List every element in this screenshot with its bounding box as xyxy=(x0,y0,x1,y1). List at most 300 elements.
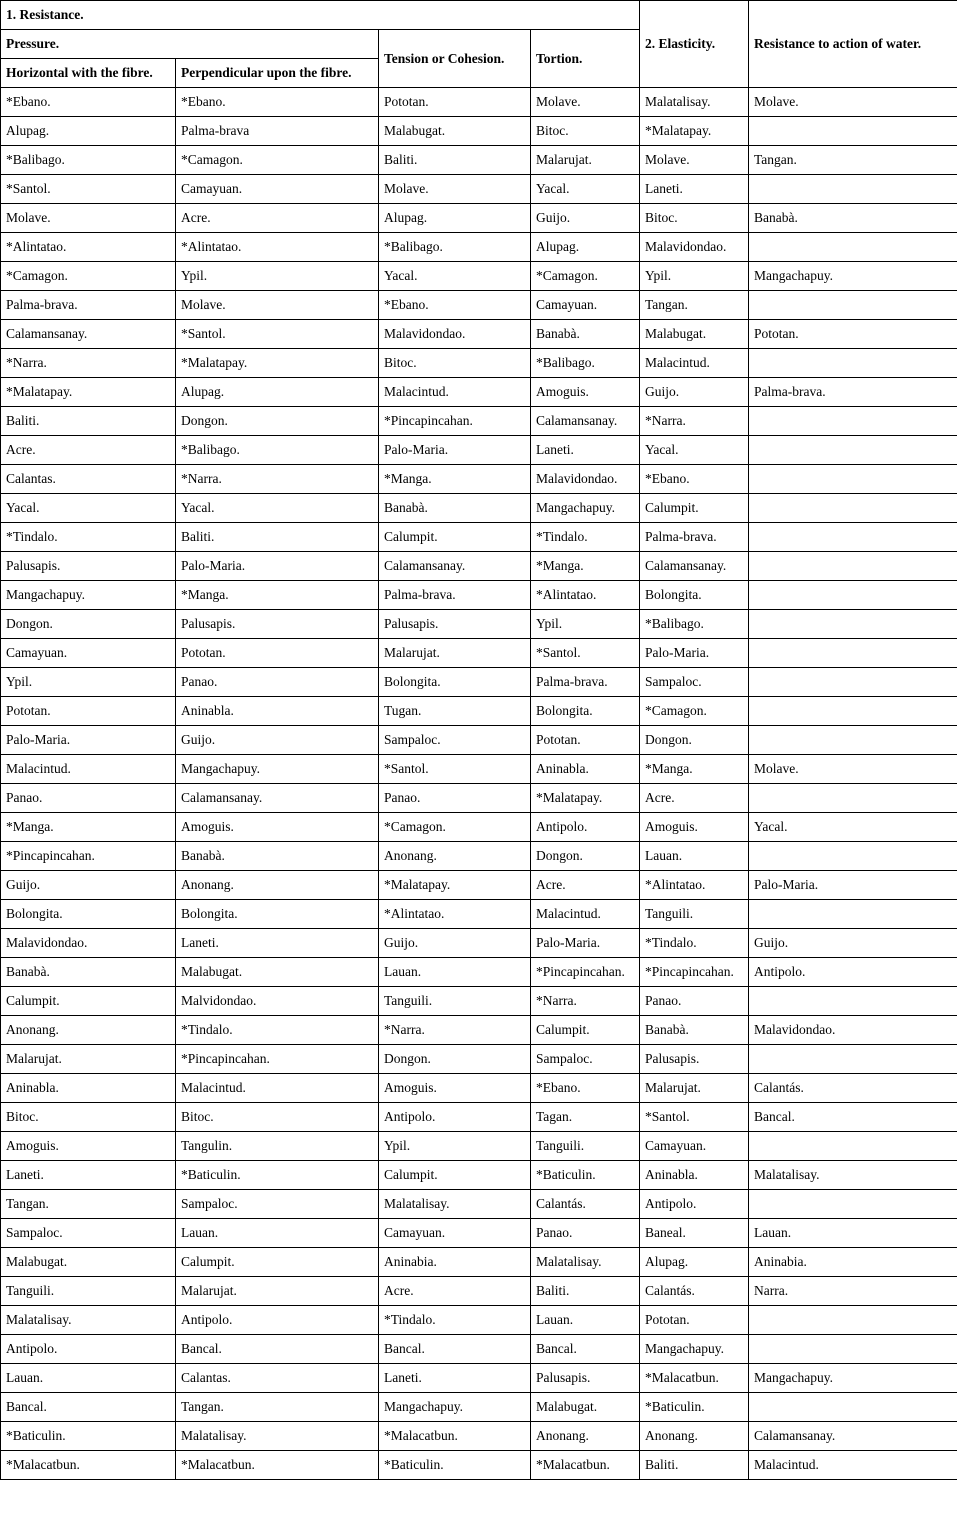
table-row xyxy=(1,436,957,465)
cell-perpendicular: Ypil. xyxy=(176,262,379,291)
cell-water: Banabà. xyxy=(749,204,957,233)
table-row xyxy=(1,523,957,552)
cell-horizontal: Bolongita. xyxy=(1,900,176,929)
cell-tortion: Baliti. xyxy=(531,1277,640,1306)
cell-elasticity: *Narra. xyxy=(640,407,749,436)
cell-horizontal: *Santol. xyxy=(1,175,176,204)
table-row xyxy=(1,204,957,233)
cell-elasticity: Ypil. xyxy=(640,262,749,291)
cell-water xyxy=(749,610,957,639)
cell-elasticity: Mangachapuy. xyxy=(640,1335,749,1364)
cell-perpendicular: Acre. xyxy=(176,204,379,233)
cell-tortion: Mangachapuy. xyxy=(531,494,640,523)
table-row xyxy=(1,1248,957,1277)
cell-horizontal: Banabà. xyxy=(1,958,176,987)
cell-perpendicular: Laneti. xyxy=(176,929,379,958)
table-row xyxy=(1,1161,957,1190)
cell-elasticity: *Tindalo. xyxy=(640,929,749,958)
cell-water xyxy=(749,581,957,610)
table-row xyxy=(1,88,957,117)
cell-horizontal: Aninabla. xyxy=(1,1074,176,1103)
cell-perpendicular: Calamansanay. xyxy=(176,784,379,813)
cell-tortion: *Narra. xyxy=(531,987,640,1016)
cell-tension: Guijo. xyxy=(379,929,531,958)
cell-tension: Malabugat. xyxy=(379,117,531,146)
table-row xyxy=(1,1393,957,1422)
cell-water: Lauan. xyxy=(749,1219,957,1248)
cell-water: Malavidondao. xyxy=(749,1016,957,1045)
cell-tortion: Bancal. xyxy=(531,1335,640,1364)
cell-water xyxy=(749,523,957,552)
table-row xyxy=(1,581,957,610)
table-row xyxy=(1,378,957,407)
cell-horizontal: Antipolo. xyxy=(1,1335,176,1364)
cell-horizontal: Amoguis. xyxy=(1,1132,176,1161)
cell-elasticity: Calumpit. xyxy=(640,494,749,523)
cell-tortion: *Tindalo. xyxy=(531,523,640,552)
cell-perpendicular: Panao. xyxy=(176,668,379,697)
cell-horizontal: *Camagon. xyxy=(1,262,176,291)
cell-perpendicular: Malarujat. xyxy=(176,1277,379,1306)
cell-water: Pototan. xyxy=(749,320,957,349)
cell-perpendicular: Palusapis. xyxy=(176,610,379,639)
cell-tension: Bancal. xyxy=(379,1335,531,1364)
cell-horizontal: Dongon. xyxy=(1,610,176,639)
table-row xyxy=(1,1074,957,1103)
cell-tortion: Calamansanay. xyxy=(531,407,640,436)
cell-elasticity: Laneti. xyxy=(640,175,749,204)
table-row xyxy=(1,233,957,262)
cell-perpendicular: Dongon. xyxy=(176,407,379,436)
table-row xyxy=(1,987,957,1016)
cell-perpendicular: Calumpit. xyxy=(176,1248,379,1277)
cell-tension: Palma-brava. xyxy=(379,581,531,610)
cell-tension: Pototan. xyxy=(379,88,531,117)
cell-tension: Amoguis. xyxy=(379,1074,531,1103)
cell-water xyxy=(749,436,957,465)
cell-tortion: *Baticulin. xyxy=(531,1161,640,1190)
cell-water xyxy=(749,1132,957,1161)
cell-tortion: Palo-Maria. xyxy=(531,929,640,958)
header-pressure: Pressure. xyxy=(1,30,379,59)
cell-perpendicular: Alupag. xyxy=(176,378,379,407)
cell-tortion: *Santol. xyxy=(531,639,640,668)
cell-tension: Antipolo. xyxy=(379,1103,531,1132)
cell-tension: *Malacatbun. xyxy=(379,1422,531,1451)
cell-perpendicular: Molave. xyxy=(176,291,379,320)
table-row xyxy=(1,1335,957,1364)
cell-tortion: Bitoc. xyxy=(531,117,640,146)
header-perpendicular: Perpendicular upon the fibre. xyxy=(176,59,379,88)
cell-tension: Sampaloc. xyxy=(379,726,531,755)
cell-tortion: Lauan. xyxy=(531,1306,640,1335)
cell-horizontal: *Tindalo. xyxy=(1,523,176,552)
cell-horizontal: *Alintatao. xyxy=(1,233,176,262)
cell-elasticity: Tanguili. xyxy=(640,900,749,929)
cell-tortion: Guijo. xyxy=(531,204,640,233)
cell-tension: Calumpit. xyxy=(379,1161,531,1190)
cell-elasticity: Malabugat. xyxy=(640,320,749,349)
cell-perpendicular: Malvidondao. xyxy=(176,987,379,1016)
cell-perpendicular: *Camagon. xyxy=(176,146,379,175)
table-row xyxy=(1,1422,957,1451)
cell-perpendicular: Pototan. xyxy=(176,639,379,668)
cell-perpendicular: *Alintatao. xyxy=(176,233,379,262)
cell-perpendicular: Malabugat. xyxy=(176,958,379,987)
cell-tension: Molave. xyxy=(379,175,531,204)
cell-tortion: Calumpit. xyxy=(531,1016,640,1045)
cell-elasticity: Aninabla. xyxy=(640,1161,749,1190)
cell-water: Bancal. xyxy=(749,1103,957,1132)
cell-perpendicular: *Manga. xyxy=(176,581,379,610)
cell-elasticity: *Santol. xyxy=(640,1103,749,1132)
cell-tortion: Malarujat. xyxy=(531,146,640,175)
cell-elasticity: Anonang. xyxy=(640,1422,749,1451)
cell-elasticity: *Pincapincahan. xyxy=(640,958,749,987)
cell-tortion: Malacintud. xyxy=(531,900,640,929)
cell-perpendicular: Bitoc. xyxy=(176,1103,379,1132)
cell-water xyxy=(749,784,957,813)
cell-tortion: *Malatapay. xyxy=(531,784,640,813)
table-row xyxy=(1,1045,957,1074)
cell-tortion: Malatalisay. xyxy=(531,1248,640,1277)
cell-tension: Palusapis. xyxy=(379,610,531,639)
cell-water xyxy=(749,494,957,523)
cell-horizontal: Calumpit. xyxy=(1,987,176,1016)
cell-water xyxy=(749,291,957,320)
cell-tortion: Bolongita. xyxy=(531,697,640,726)
table-row xyxy=(1,1451,957,1480)
cell-elasticity: Antipolo. xyxy=(640,1190,749,1219)
cell-perpendicular: Baliti. xyxy=(176,523,379,552)
cell-horizontal: Guijo. xyxy=(1,871,176,900)
table-row xyxy=(1,1277,957,1306)
table-row xyxy=(1,146,957,175)
cell-tortion: Anonang. xyxy=(531,1422,640,1451)
cell-water xyxy=(749,552,957,581)
table-row xyxy=(1,1132,957,1161)
cell-horizontal: Baliti. xyxy=(1,407,176,436)
cell-water: Tangan. xyxy=(749,146,957,175)
cell-perpendicular: Tangulin. xyxy=(176,1132,379,1161)
cell-perpendicular: *Narra. xyxy=(176,465,379,494)
cell-perpendicular: Amoguis. xyxy=(176,813,379,842)
cell-tortion: Laneti. xyxy=(531,436,640,465)
header-elasticity: 2. Elasticity. xyxy=(640,1,749,88)
cell-elasticity: Bitoc. xyxy=(640,204,749,233)
cell-perpendicular: Palma-brava xyxy=(176,117,379,146)
table-header xyxy=(1,1,957,88)
cell-water xyxy=(749,1045,957,1074)
cell-elasticity: Malarujat. xyxy=(640,1074,749,1103)
table-row xyxy=(1,175,957,204)
cell-elasticity: Camayuan. xyxy=(640,1132,749,1161)
cell-elasticity: Malavidondao. xyxy=(640,233,749,262)
table-row xyxy=(1,726,957,755)
cell-elasticity: Calantás. xyxy=(640,1277,749,1306)
cell-water xyxy=(749,1335,957,1364)
cell-perpendicular: Anonang. xyxy=(176,871,379,900)
cell-tension: Calumpit. xyxy=(379,523,531,552)
cell-elasticity: Banabà. xyxy=(640,1016,749,1045)
cell-tension: *Balibago. xyxy=(379,233,531,262)
cell-water xyxy=(749,697,957,726)
table-row xyxy=(1,900,957,929)
cell-tension: Aninabia. xyxy=(379,1248,531,1277)
cell-tension: *Manga. xyxy=(379,465,531,494)
cell-horizontal: Molave. xyxy=(1,204,176,233)
cell-tension: Malarujat. xyxy=(379,639,531,668)
cell-tension: *Alintatao. xyxy=(379,900,531,929)
cell-horizontal: Palusapis. xyxy=(1,552,176,581)
cell-elasticity: *Baticulin. xyxy=(640,1393,749,1422)
cell-tortion: *Malacatbun. xyxy=(531,1451,640,1480)
cell-horizontal: Palo-Maria. xyxy=(1,726,176,755)
cell-elasticity: *Manga. xyxy=(640,755,749,784)
cell-elasticity: Palma-brava. xyxy=(640,523,749,552)
header-tension: Tension or Cohesion. xyxy=(379,30,531,88)
cell-elasticity: Tangan. xyxy=(640,291,749,320)
cell-tortion: Antipolo. xyxy=(531,813,640,842)
cell-horizontal: Palma-brava. xyxy=(1,291,176,320)
cell-horizontal: Malabugat. xyxy=(1,1248,176,1277)
cell-horizontal: Malacintud. xyxy=(1,755,176,784)
cell-tension: Malatalisay. xyxy=(379,1190,531,1219)
cell-water xyxy=(749,175,957,204)
cell-tension: Anonang. xyxy=(379,842,531,871)
cell-perpendicular: Mangachapuy. xyxy=(176,755,379,784)
cell-tension: Alupag. xyxy=(379,204,531,233)
cell-water: Calamansanay. xyxy=(749,1422,957,1451)
table-row xyxy=(1,291,957,320)
cell-elasticity: *Malatapay. xyxy=(640,117,749,146)
cell-tension: *Camagon. xyxy=(379,813,531,842)
cell-tortion: Dongon. xyxy=(531,842,640,871)
cell-elasticity: Pototan. xyxy=(640,1306,749,1335)
cell-elasticity: Dongon. xyxy=(640,726,749,755)
cell-elasticity: *Malacatbun. xyxy=(640,1364,749,1393)
cell-water: Mangachapuy. xyxy=(749,262,957,291)
cell-horizontal: *Baticulin. xyxy=(1,1422,176,1451)
table-row xyxy=(1,262,957,291)
table-row xyxy=(1,697,957,726)
cell-tortion: Malabugat. xyxy=(531,1393,640,1422)
cell-water xyxy=(749,1393,957,1422)
table-row xyxy=(1,871,957,900)
table-row xyxy=(1,639,957,668)
cell-water: Antipolo. xyxy=(749,958,957,987)
cell-tension: *Ebano. xyxy=(379,291,531,320)
cell-tortion: Pototan. xyxy=(531,726,640,755)
cell-tortion: Banabà. xyxy=(531,320,640,349)
cell-water xyxy=(749,233,957,262)
cell-water xyxy=(749,407,957,436)
table-row xyxy=(1,320,957,349)
table-row xyxy=(1,784,957,813)
table-row xyxy=(1,117,957,146)
cell-tortion: *Manga. xyxy=(531,552,640,581)
cell-water: Palo-Maria. xyxy=(749,871,957,900)
cell-tension: Camayuan. xyxy=(379,1219,531,1248)
cell-perpendicular: Sampaloc. xyxy=(176,1190,379,1219)
cell-elasticity: Malatalisay. xyxy=(640,88,749,117)
cell-horizontal: Calantas. xyxy=(1,465,176,494)
cell-tortion: Aninabla. xyxy=(531,755,640,784)
cell-tortion: Tanguili. xyxy=(531,1132,640,1161)
cell-tension: *Narra. xyxy=(379,1016,531,1045)
cell-water xyxy=(749,349,957,378)
cell-perpendicular: Camayuan. xyxy=(176,175,379,204)
table-row xyxy=(1,610,957,639)
cell-perpendicular: Guijo. xyxy=(176,726,379,755)
cell-horizontal: *Ebano. xyxy=(1,88,176,117)
cell-elasticity: Palusapis. xyxy=(640,1045,749,1074)
cell-water xyxy=(749,668,957,697)
cell-water xyxy=(749,842,957,871)
table-row xyxy=(1,1219,957,1248)
table-row xyxy=(1,813,957,842)
cell-perpendicular: *Balibago. xyxy=(176,436,379,465)
cell-water xyxy=(749,1190,957,1219)
cell-horizontal: *Malatapay. xyxy=(1,378,176,407)
cell-perpendicular: Bancal. xyxy=(176,1335,379,1364)
table-row xyxy=(1,494,957,523)
cell-horizontal: *Pincapincahan. xyxy=(1,842,176,871)
cell-tension: Bitoc. xyxy=(379,349,531,378)
table-row xyxy=(1,349,957,378)
cell-tortion: Calantás. xyxy=(531,1190,640,1219)
cell-tension: Calamansanay. xyxy=(379,552,531,581)
cell-perpendicular: *Malacatbun. xyxy=(176,1451,379,1480)
cell-tortion: Sampaloc. xyxy=(531,1045,640,1074)
cell-water xyxy=(749,639,957,668)
header-tortion: Tortion. xyxy=(531,30,640,88)
cell-elasticity: Lauan. xyxy=(640,842,749,871)
cell-water: Calantás. xyxy=(749,1074,957,1103)
table-row xyxy=(1,407,957,436)
cell-water: Molave. xyxy=(749,88,957,117)
cell-horizontal: *Balibago. xyxy=(1,146,176,175)
cell-horizontal: Yacal. xyxy=(1,494,176,523)
cell-tortion: Panao. xyxy=(531,1219,640,1248)
cell-horizontal: Bancal. xyxy=(1,1393,176,1422)
cell-horizontal: Malarujat. xyxy=(1,1045,176,1074)
cell-water: Narra. xyxy=(749,1277,957,1306)
cell-tension: Yacal. xyxy=(379,262,531,291)
cell-tortion: Tagan. xyxy=(531,1103,640,1132)
cell-tension: Malavidondao. xyxy=(379,320,531,349)
cell-tension: Tanguili. xyxy=(379,987,531,1016)
cell-perpendicular: Tangan. xyxy=(176,1393,379,1422)
cell-horizontal: *Narra. xyxy=(1,349,176,378)
cell-tortion: Palma-brava. xyxy=(531,668,640,697)
cell-tension: *Tindalo. xyxy=(379,1306,531,1335)
cell-perpendicular: *Santol. xyxy=(176,320,379,349)
header-water-resistance: Resistance to action of water. xyxy=(749,1,957,88)
cell-elasticity: Amoguis. xyxy=(640,813,749,842)
cell-perpendicular: Lauan. xyxy=(176,1219,379,1248)
cell-tension: *Pincapincahan. xyxy=(379,407,531,436)
cell-elasticity: *Alintatao. xyxy=(640,871,749,900)
cell-tension: Ypil. xyxy=(379,1132,531,1161)
cell-elasticity: Baneal. xyxy=(640,1219,749,1248)
cell-horizontal: Malavidondao. xyxy=(1,929,176,958)
table-row xyxy=(1,1016,957,1045)
cell-tension: Dongon. xyxy=(379,1045,531,1074)
cell-elasticity: Baliti. xyxy=(640,1451,749,1480)
table-row xyxy=(1,1190,957,1219)
cell-tension: Palo-Maria. xyxy=(379,436,531,465)
cell-tension: Baliti. xyxy=(379,146,531,175)
cell-elasticity: Bolongita. xyxy=(640,581,749,610)
table-row xyxy=(1,842,957,871)
cell-perpendicular: Yacal. xyxy=(176,494,379,523)
cell-tortion: *Camagon. xyxy=(531,262,640,291)
table-row xyxy=(1,755,957,784)
cell-tortion: Camayuan. xyxy=(531,291,640,320)
cell-elasticity: Molave. xyxy=(640,146,749,175)
cell-perpendicular: *Pincapincahan. xyxy=(176,1045,379,1074)
cell-tortion: Palusapis. xyxy=(531,1364,640,1393)
cell-horizontal: Pototan. xyxy=(1,697,176,726)
cell-water: Yacal. xyxy=(749,813,957,842)
cell-water xyxy=(749,465,957,494)
header-row-1 xyxy=(1,1,957,30)
cell-perpendicular: Malacintud. xyxy=(176,1074,379,1103)
cell-tortion: Amoguis. xyxy=(531,378,640,407)
table-body xyxy=(1,88,957,1480)
cell-water: Mangachapuy. xyxy=(749,1364,957,1393)
cell-perpendicular: *Ebano. xyxy=(176,88,379,117)
cell-horizontal: Anonang. xyxy=(1,1016,176,1045)
cell-horizontal: Laneti. xyxy=(1,1161,176,1190)
cell-horizontal: *Manga. xyxy=(1,813,176,842)
cell-elasticity: Alupag. xyxy=(640,1248,749,1277)
cell-horizontal: Camayuan. xyxy=(1,639,176,668)
cell-horizontal: Calamansanay. xyxy=(1,320,176,349)
cell-tortion: *Ebano. xyxy=(531,1074,640,1103)
cell-tortion: *Balibago. xyxy=(531,349,640,378)
cell-horizontal: Ypil. xyxy=(1,668,176,697)
cell-elasticity: *Ebano. xyxy=(640,465,749,494)
cell-elasticity: Malacintud. xyxy=(640,349,749,378)
cell-perpendicular: Antipolo. xyxy=(176,1306,379,1335)
cell-tension: *Baticulin. xyxy=(379,1451,531,1480)
cell-tension: Mangachapuy. xyxy=(379,1393,531,1422)
cell-water: Malacintud. xyxy=(749,1451,957,1480)
cell-water: Molave. xyxy=(749,755,957,784)
cell-horizontal: Sampaloc. xyxy=(1,1219,176,1248)
table-row xyxy=(1,1103,957,1132)
cell-horizontal: Alupag. xyxy=(1,117,176,146)
cell-water xyxy=(749,987,957,1016)
table-row xyxy=(1,668,957,697)
cell-elasticity: Yacal. xyxy=(640,436,749,465)
cell-water: Palma-brava. xyxy=(749,378,957,407)
cell-water xyxy=(749,117,957,146)
table-row xyxy=(1,929,957,958)
cell-tortion: Ypil. xyxy=(531,610,640,639)
cell-water xyxy=(749,726,957,755)
table-row xyxy=(1,1306,957,1335)
cell-tortion: Acre. xyxy=(531,871,640,900)
cell-elasticity: Calamansanay. xyxy=(640,552,749,581)
cell-horizontal: Malatalisay. xyxy=(1,1306,176,1335)
cell-tension: Bolongita. xyxy=(379,668,531,697)
cell-horizontal: Bitoc. xyxy=(1,1103,176,1132)
cell-elasticity: Guijo. xyxy=(640,378,749,407)
cell-tension: Malacintud. xyxy=(379,378,531,407)
